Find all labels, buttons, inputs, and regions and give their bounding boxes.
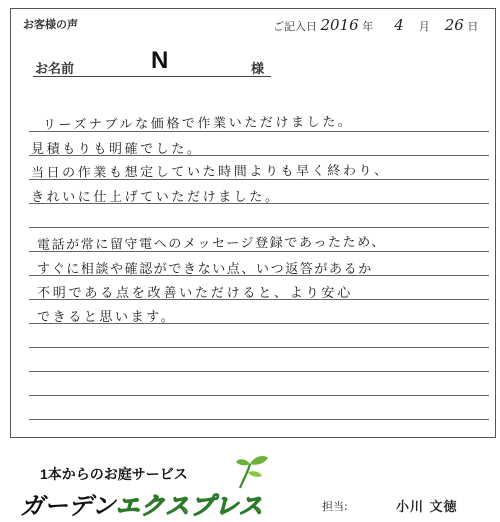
date-year: 2016 <box>320 16 359 34</box>
date-day-unit: 日 <box>467 20 479 33</box>
comment-line: リーズナブルな価格で作業いただけました。 <box>42 114 354 133</box>
brand-logo <box>20 486 264 521</box>
ruled-line <box>29 419 489 420</box>
comment-line: 不明である点を改善いただけると、より安心 <box>37 286 354 301</box>
comment-line: すぐに相談や確認ができない点、いつ返答があるか <box>37 262 373 277</box>
footer <box>0 440 500 522</box>
name-label: お名前 <box>35 62 75 77</box>
staff-label: 担当: <box>322 500 348 513</box>
ruled-line <box>29 227 489 228</box>
date-month: 4 <box>394 16 404 34</box>
date-year-unit: 年 <box>362 20 374 33</box>
tagline: 1本からのお庭サービス <box>40 466 188 482</box>
staff-name: 小川 文徳 <box>396 500 458 515</box>
name-suffix: 様 <box>251 62 265 77</box>
comment-line: できると思います。 <box>37 310 177 325</box>
comment-line: きれいに仕上げていただけました。 <box>31 190 281 205</box>
ruled-line <box>29 347 489 348</box>
date-day: 26 <box>444 16 464 34</box>
date-field <box>273 16 478 34</box>
ruled-line <box>29 395 489 396</box>
comment-line: 見積もりも明確でした。 <box>31 142 203 157</box>
customer-voice-card <box>10 8 496 438</box>
brand-name-part2: エクスプレス <box>115 493 264 520</box>
customer-name: N <box>151 47 169 74</box>
ruled-line <box>29 371 489 372</box>
comment-line: 電話が常に留守電へのメッセージ登録であったため、 <box>36 234 386 253</box>
comment-area <box>29 111 489 431</box>
sprout-leaf-icon <box>232 454 272 494</box>
form-title: お客様の声 <box>23 18 78 31</box>
comment-line: 当日の作業も想定していた時間よりも早く終わり、 <box>30 163 390 181</box>
date-month-unit: 月 <box>418 20 430 33</box>
brand-name-part1: ガーデン <box>20 493 116 520</box>
date-label: ご記入日 <box>273 20 317 33</box>
name-underline <box>33 76 271 77</box>
